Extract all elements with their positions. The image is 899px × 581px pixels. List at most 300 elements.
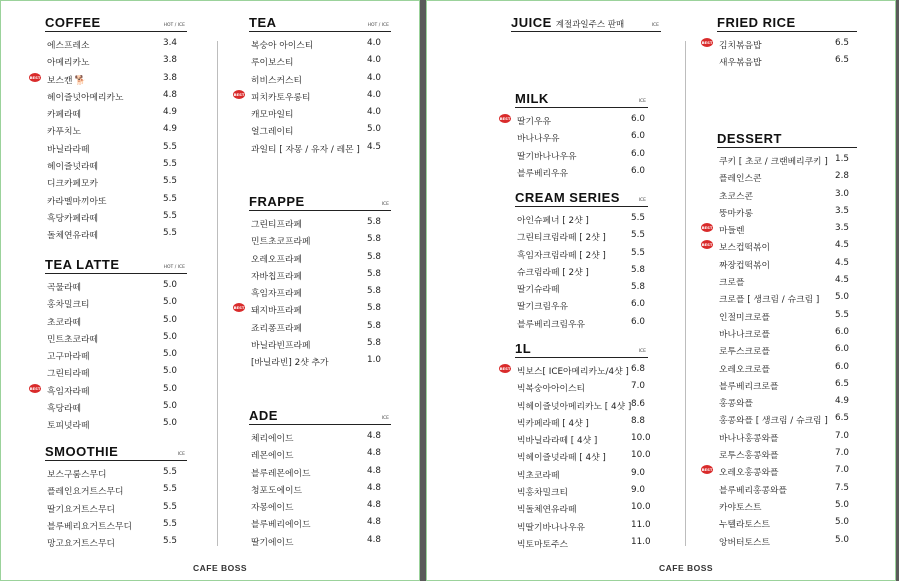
menu-item-name: 블루베리크로플 — [719, 381, 779, 392]
menu-item-name: 블루베리홍콩와플 — [719, 485, 787, 496]
section-title — [45, 15, 101, 30]
menu-item — [701, 35, 857, 52]
menu-item-name: 딸기크림우유 — [517, 302, 568, 313]
menu-item-price: 5.5 — [163, 141, 177, 152]
menu-item-name: 카라멜마끼아또 — [47, 196, 107, 207]
menu-item-name: 자바칩프라페 — [251, 271, 302, 282]
section-header — [717, 129, 857, 148]
menu-item-price: 5.5 — [631, 213, 645, 223]
menu-item-price: 5.0 — [163, 331, 177, 342]
menu-page-right — [426, 0, 896, 581]
menu-item-price: 4.0 — [367, 107, 381, 118]
menu-item-name: 인절미크로플 — [719, 312, 770, 323]
menu-item-price: 8.6 — [631, 398, 645, 409]
menu-item — [45, 208, 187, 225]
menu-item-name: 보스컵떡볶이 — [719, 243, 770, 254]
menu-item — [515, 378, 648, 395]
menu-item-name: 보스구룸스무디 — [47, 470, 107, 480]
menu-item-name: 흑당카페라떼 — [47, 213, 98, 224]
menu-item-price: 6.5 — [835, 413, 849, 424]
menu-item — [45, 121, 187, 138]
menu-item-name: 뚱마카롱 — [719, 208, 753, 219]
menu-item-name: 블루베리에이드 — [251, 520, 311, 531]
menu-item-price: 6.8 — [631, 364, 645, 374]
best-badge-icon: BEST — [499, 366, 511, 371]
menu-item — [717, 532, 857, 549]
menu-item-price: 4.0 — [367, 38, 381, 48]
best-badge-icon: BEST — [701, 225, 713, 231]
menu-item — [701, 220, 857, 237]
menu-item-name: 앙버터토스트 — [719, 537, 770, 548]
menu-item-name: 카페라떼 — [47, 110, 81, 121]
menu-item — [249, 70, 391, 87]
section-tag: HOT / ICE — [163, 265, 185, 270]
menu-item — [249, 104, 391, 121]
menu-item-name: 쿠키 [ 초코 / 크랜베리쿠키 ] — [719, 157, 828, 167]
menu-item-name: 딸기슈라떼 — [517, 285, 560, 296]
menu-item-price: 6.0 — [631, 131, 645, 142]
menu-item-name: 그린티프라페 — [251, 220, 302, 230]
menu-item-price: 4.8 — [163, 89, 177, 100]
menu-item-name: 딸기우유 — [517, 117, 551, 127]
menu-item-price: 9.0 — [631, 467, 645, 478]
section-header — [249, 406, 391, 425]
menu-item-name: 흑당라떼 — [47, 404, 81, 415]
menu-item — [249, 445, 391, 462]
menu-item-price: 6.0 — [631, 165, 645, 176]
menu-item-price: 10.0 — [631, 502, 651, 513]
menu-item-price: 5.8 — [367, 251, 381, 262]
menu-item-price: 5.5 — [631, 247, 645, 258]
menu-item — [515, 227, 648, 244]
menu-item-name: 블루베리우유 — [517, 168, 568, 179]
menu-item — [249, 532, 391, 549]
menu-item — [515, 146, 648, 163]
menu-item — [45, 173, 187, 190]
menu-item-price: 6.0 — [631, 148, 645, 159]
menu-item-price: 4.0 — [367, 89, 381, 100]
section-title — [45, 444, 118, 459]
menu-item-name: 오레오홍콩와플 — [719, 468, 779, 479]
section-tag: ICE — [381, 416, 389, 421]
menu-item-price: 7.0 — [835, 465, 849, 476]
section-ade — [249, 406, 391, 549]
menu-item — [515, 262, 648, 279]
menu-item-price: 5.0 — [163, 280, 177, 290]
menu-item-price: 5.0 — [163, 383, 177, 394]
section-title — [717, 15, 796, 30]
menu-item — [717, 168, 857, 185]
menu-item-price: 3.8 — [163, 55, 177, 66]
menu-item — [515, 517, 651, 534]
menu-item — [717, 186, 857, 203]
menu-item-price: 5.5 — [163, 518, 177, 529]
section-title — [249, 15, 277, 30]
menu-item-price: 5.5 — [163, 484, 177, 495]
menu-item-name: 오레오크로플 — [719, 364, 770, 375]
menu-item-name: 고구마라떼 — [47, 352, 90, 363]
menu-item-price: 5.8 — [367, 234, 381, 245]
menu-item-name: 빅보스[ ICE아메리카노/4샷 ] — [517, 367, 629, 377]
menu-item-name: 카푸치노 — [47, 127, 81, 138]
menu-item-name: 초코라떼 — [47, 317, 81, 328]
menu-item-name: 바나나우유 — [517, 134, 560, 145]
section-dessert — [701, 129, 857, 549]
menu-item — [701, 462, 857, 479]
section-title-text: COFFEE — [45, 15, 101, 30]
section-title — [249, 408, 278, 423]
menu-item — [45, 398, 187, 415]
menu-item-price: 4.8 — [367, 517, 381, 528]
column-divider — [685, 41, 686, 546]
menu-item-name: 블루레몬에이드 — [251, 468, 311, 479]
menu-item-price: 1.0 — [367, 355, 381, 366]
menu-item-price: 5.0 — [163, 418, 177, 429]
menu-item-name: 그린티크림라떼 [ 2샷 ] — [517, 233, 606, 244]
menu-item — [45, 363, 187, 380]
menu-item — [515, 245, 648, 262]
menu-item-name: 빅헤이즐넛아메리카노 [ 4샷 ] — [517, 401, 632, 412]
menu-item-name: 히비스커스티 — [251, 75, 302, 86]
best-badge-icon: BEST — [499, 116, 511, 121]
menu-item — [45, 191, 187, 208]
menu-item — [45, 87, 187, 104]
menu-item — [45, 415, 187, 432]
menu-item — [29, 381, 187, 398]
menu-item — [249, 121, 391, 138]
menu-item-price: 6.5 — [835, 38, 849, 48]
menu-item-name: 곡물라떼 — [47, 283, 81, 293]
dog-icon: 🐕 — [74, 75, 86, 86]
section-title — [249, 194, 305, 209]
menu-item — [249, 231, 391, 248]
section-title-text: SMOOTHIE — [45, 444, 119, 459]
menu-item-name: 바닐라라떼 — [47, 144, 90, 155]
menu-item — [515, 314, 648, 331]
menu-item-price: 4.8 — [367, 534, 381, 545]
menu-item — [249, 35, 391, 52]
section-tea-latte — [29, 255, 187, 433]
menu-item-price: 1.5 — [835, 154, 849, 164]
menu-item-name: 빅토마토주스 — [517, 539, 568, 550]
menu-item-price: 5.8 — [367, 217, 381, 227]
menu-item-name: [바닐라빈] 2샷 추가 — [251, 358, 329, 369]
section-subtitle: 계절과일주스 판매 — [555, 20, 625, 30]
menu-item — [717, 393, 857, 410]
menu-item — [515, 534, 651, 551]
menu-item — [249, 249, 391, 266]
menu-item-name: 죠리퐁프라페 — [251, 323, 302, 334]
menu-item — [249, 335, 391, 352]
menu-item-price: 9.0 — [631, 485, 645, 496]
best-badge-icon: BEST — [233, 91, 245, 97]
section-title — [515, 91, 549, 106]
menu-item-price: 11.0 — [631, 519, 651, 530]
menu-item-price: 4.8 — [367, 448, 381, 459]
menu-item — [717, 203, 857, 220]
section-title-text: FRIED RICE — [717, 15, 796, 30]
section-title — [515, 190, 620, 205]
menu-item — [29, 70, 187, 87]
menu-item-price: 5.5 — [163, 159, 177, 170]
menu-item — [45, 225, 187, 242]
menu-item-price: 4.0 — [367, 55, 381, 66]
menu-item-name: 홍콩와플 [ 생크림 / 슈크림 ] — [719, 416, 828, 427]
menu-item-name: 누텔라토스트 — [719, 520, 770, 531]
menu-item-list — [701, 151, 857, 549]
menu-item-name: 딸기바나나우유 — [517, 151, 577, 162]
best-badge-icon: BEST — [701, 467, 713, 473]
menu-item-price: 5.8 — [367, 320, 381, 331]
menu-item-price: 7.0 — [631, 381, 645, 392]
menu-item-name: 새우볶음밥 — [719, 58, 762, 69]
menu-item — [515, 499, 651, 516]
section-tag: ICE — [651, 23, 659, 28]
menu-item — [717, 410, 857, 427]
menu-item-price: 4.9 — [163, 107, 177, 118]
menu-item-name: 루이보스티 — [251, 58, 294, 69]
menu-item — [249, 514, 391, 531]
menu-item-price: 5.5 — [631, 230, 645, 241]
menu-item — [233, 300, 391, 317]
menu-item — [717, 307, 857, 324]
menu-item-price: 8.8 — [631, 415, 645, 426]
menu-item-price: 4.9 — [163, 124, 177, 135]
menu-item-price: 5.8 — [367, 286, 381, 297]
menu-item — [515, 396, 648, 413]
menu-item — [45, 346, 187, 363]
menu-item — [515, 163, 648, 180]
menu-item — [249, 352, 391, 369]
section-title-text: TEA LATTE — [45, 257, 120, 272]
menu-item-price: 5.0 — [163, 314, 177, 325]
menu-item-name: 블루베리크림우유 — [517, 319, 585, 330]
menu-item-price: 6.0 — [835, 344, 849, 355]
menu-item-price: 5.0 — [835, 292, 849, 303]
section-header — [45, 13, 187, 32]
menu-item-name: 피치카토우롱티 — [251, 92, 311, 103]
menu-item-price: 3.4 — [163, 38, 177, 48]
section-fried-rice — [701, 13, 857, 70]
menu-item-price: 11.0 — [631, 536, 651, 547]
section-tag: ICE — [177, 452, 185, 457]
section-tag: HOT / ICE — [367, 23, 389, 28]
menu-item-name: 에스프레소 — [47, 41, 90, 51]
menu-item — [515, 482, 648, 499]
menu-item — [249, 52, 391, 69]
menu-item-name: 과일티 [ 자몽 / 유자 / 레몬 ] — [251, 144, 360, 155]
menu-item-name: 블루베리요거트스무디 — [47, 521, 132, 532]
menu-item — [249, 214, 391, 231]
menu-item-price: 4.5 — [835, 240, 849, 251]
section-header — [45, 255, 187, 274]
menu-item-price: 7.5 — [835, 482, 849, 493]
menu-item-price: 4.5 — [835, 275, 849, 286]
menu-item-price: 6.0 — [631, 299, 645, 310]
menu-item-price: 2.8 — [835, 171, 849, 182]
menu-item-price: 5.8 — [367, 338, 381, 349]
menu-item — [45, 277, 187, 294]
menu-item-price: 5.5 — [163, 210, 177, 221]
menu-item-name: 빅바닐라라떼 [ 4샷 ] — [517, 436, 598, 447]
menu-item-name: 짜장컵떡볶이 — [719, 260, 770, 271]
menu-item-price: 5.5 — [163, 228, 177, 239]
section-header — [515, 188, 648, 207]
menu-item — [45, 52, 187, 69]
menu-item-price: 5.0 — [163, 349, 177, 360]
menu-item — [45, 35, 187, 52]
section-title-text: CREAM SERIES — [515, 190, 620, 205]
menu-item-price: 3.8 — [163, 72, 177, 83]
section-cream-series — [515, 188, 648, 331]
section-title-text: TEA — [249, 15, 277, 30]
menu-item-price: 3.5 — [835, 205, 849, 216]
menu-item-price: 10.0 — [631, 433, 651, 444]
menu-item-price: 3.0 — [835, 188, 849, 199]
section-header — [717, 13, 857, 32]
menu-item-price: 3.5 — [835, 223, 849, 234]
menu-item — [717, 497, 857, 514]
menu-item-price: 5.0 — [367, 124, 381, 135]
section-header — [249, 192, 391, 211]
menu-item-list — [45, 464, 187, 550]
menu-item — [515, 447, 651, 464]
section-tag: ICE — [638, 198, 646, 203]
best-badge-icon: BEST — [701, 40, 713, 45]
menu-item-name: 자몽에이드 — [251, 503, 294, 514]
menu-item-name: 로투스홍콩와플 — [719, 451, 779, 462]
menu-item-name: 돼지바프라페 — [251, 306, 302, 317]
menu-item — [45, 481, 187, 498]
menu-item — [499, 361, 648, 378]
menu-item-name: 복숭아 아이스티 — [251, 41, 314, 51]
menu-item — [499, 111, 648, 128]
menu-item — [717, 255, 857, 272]
menu-item — [249, 283, 391, 300]
section-title-text: ADE — [249, 408, 278, 423]
menu-item-name: 토피넛라떼 — [47, 421, 90, 432]
menu-item — [701, 237, 857, 254]
menu-item-name: 흑임자프라페 — [251, 289, 302, 300]
section-header — [515, 89, 648, 108]
menu-item-name: 캐모마일티 — [251, 110, 294, 121]
menu-item-price: 5.0 — [835, 534, 849, 545]
menu-item-list — [233, 214, 391, 370]
menu-item-price: 6.0 — [835, 326, 849, 337]
menu-item-price: 5.8 — [631, 264, 645, 275]
menu-item — [717, 359, 857, 376]
menu-item-name: 빅돌체연유라떼 — [517, 505, 577, 516]
section-coffee — [29, 13, 187, 243]
menu-item-name: 그린티라떼 — [47, 369, 90, 380]
footer-logo: CAFE BOSS — [659, 563, 714, 573]
menu-item-name: 슈크림라떼 [ 2샷 ] — [517, 267, 589, 278]
column-divider — [217, 41, 218, 546]
menu-item — [249, 139, 391, 156]
menu-item-list — [515, 210, 648, 331]
menu-item-name: 망고요거트스무디 — [47, 539, 115, 550]
menu-item-price: 4.8 — [367, 500, 381, 511]
menu-item — [249, 266, 391, 283]
menu-item-price: 4.5 — [367, 141, 381, 152]
section-header — [249, 13, 391, 32]
menu-item — [515, 210, 648, 227]
menu-item-price: 5.0 — [835, 499, 849, 510]
menu-item-name: 아인슈페너 [ 2샷 ] — [517, 216, 589, 226]
menu-item-name: 홍차밀크티 — [47, 300, 90, 311]
menu-page-left — [0, 0, 420, 581]
menu-item-price: 5.5 — [163, 176, 177, 187]
section-title — [45, 257, 120, 272]
menu-item — [45, 104, 187, 121]
menu-item-price: 7.0 — [835, 448, 849, 459]
menu-item-price: 4.0 — [367, 72, 381, 83]
section-1l — [499, 339, 651, 551]
section-title — [511, 15, 624, 30]
menu-item — [717, 324, 857, 341]
menu-item — [45, 139, 187, 156]
menu-item-price: 6.0 — [631, 114, 645, 124]
menu-item-name: 빅헤이즐넛라떼 [ 4샷 ] — [517, 453, 606, 464]
menu-item-price: 5.0 — [835, 517, 849, 528]
section-title-text: JUICE — [511, 15, 552, 30]
menu-item-name: 아메리카노 — [47, 58, 90, 69]
menu-item-name: 빅초코라떼 — [517, 470, 560, 481]
menu-item-price: 4.8 — [367, 465, 381, 476]
menu-item — [249, 480, 391, 497]
menu-item-name: 마들렌 — [719, 226, 745, 237]
menu-item — [717, 272, 857, 289]
section-milk — [499, 89, 648, 180]
best-badge-icon: BEST — [29, 74, 41, 80]
menu-item — [515, 279, 648, 296]
menu-item — [45, 294, 187, 311]
menu-item-price: 4.9 — [835, 396, 849, 407]
menu-item — [717, 151, 857, 168]
section-smoothie — [45, 442, 187, 550]
menu-item-name: 카야토스트 — [719, 502, 762, 513]
menu-item-name: 바닐라빈프라페 — [251, 341, 311, 352]
menu-item-price: 4.5 — [835, 257, 849, 268]
menu-item — [45, 312, 187, 329]
menu-item-price: 6.0 — [631, 316, 645, 327]
menu-item-name: 헤이즐넛라떼 — [47, 162, 98, 173]
menu-item-price: 5.5 — [163, 501, 177, 512]
menu-item-price: 5.8 — [367, 303, 381, 314]
menu-item-price: 5.5 — [163, 536, 177, 547]
menu-item — [45, 464, 187, 481]
footer-logo: CAFE BOSS — [193, 563, 248, 573]
menu-item-name: 돌체연유라떼 — [47, 231, 98, 242]
section-title — [515, 341, 531, 356]
menu-item-name: 로투스크로플 — [719, 347, 770, 358]
section-header — [511, 13, 661, 32]
menu-item-list — [701, 35, 857, 70]
menu-item-price: 6.5 — [835, 378, 849, 389]
menu-item-name: 홍콩와플 — [719, 399, 753, 410]
menu-item-price: 4.8 — [367, 431, 381, 441]
menu-item-name: 초코스콘 — [719, 191, 753, 202]
menu-item — [515, 296, 648, 313]
best-badge-icon: BEST — [233, 305, 245, 311]
menu-item-name: 김치볶음밥 — [719, 41, 762, 51]
menu-item-name: 크로플 [ 생크림 / 슈크림 ] — [719, 295, 820, 306]
menu-item — [45, 533, 187, 550]
menu-item-list — [499, 361, 651, 551]
menu-item-name: 헤이즐넛아메리카노 — [47, 92, 124, 103]
section-juice — [511, 13, 661, 35]
menu-item-price: 5.5 — [163, 467, 177, 477]
